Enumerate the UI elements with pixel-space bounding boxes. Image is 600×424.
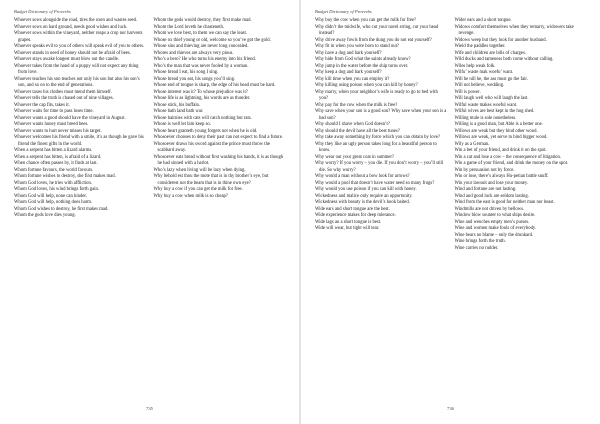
proverb-entry: Why would a man without a bow look for arrows? bbox=[315, 174, 410, 179]
proverb-entry: Wilfu’ waste mak woefu’ want. bbox=[454, 70, 514, 75]
proverb-entry: Why worry? If you worry – you die. If you don’t worry – you’ll still die. So why worry? bbox=[315, 161, 444, 173]
proverb-entry: Whose is well let him keep so. bbox=[153, 122, 211, 127]
proverb-entry: Why keep a dog and bark yourself? bbox=[315, 70, 382, 75]
proverb-entry: Widows weep but they look for another husband. bbox=[454, 37, 547, 43]
proverb-entry: Willing mule is sole nonetheless. bbox=[454, 115, 517, 121]
left-column-1 bbox=[14, 18, 146, 220]
proverb-entry: Will laugh well who will laugh the last. bbox=[454, 96, 529, 101]
proverb-entry: Why buy a cow when milk is so cheap? bbox=[153, 193, 228, 199]
proverb-entry: Whoever welcomes his friend with a smile, it’s as though he gave his friend the finest gifts in the world. bbox=[14, 135, 144, 147]
proverb-entry: Whose end of tongue is sharp, the edge of his head must be hard. bbox=[153, 83, 276, 88]
proverb-entry: Whom God loves, his wind brings forth gain. bbox=[14, 187, 100, 192]
proverb-entry: Why killing using poison when you can kill by honey? bbox=[315, 83, 418, 88]
proverb-entry: Why would you use poison if you can kill with honey. bbox=[315, 187, 417, 192]
proverb-entry: Willows are weak, yet serve to bind bigger wood. bbox=[454, 135, 548, 140]
proverb-entry: Why should I shave when God doesn’t? bbox=[315, 122, 390, 127]
proverb-entry: Wind and fortune are not lasting. bbox=[454, 187, 517, 192]
proverb-entry: Why they like an ugly person takes long for a beautiful person to know. bbox=[315, 141, 437, 153]
proverb-entry: Wild ducks and tameness both come without calling. bbox=[454, 57, 554, 62]
proverb-entry: Wine brings forth the truth. bbox=[454, 239, 506, 244]
proverb-entry: Who’s lazy when living will be lazy when dying. bbox=[153, 167, 246, 173]
proverb-entry: Whose bairnies with cats will catch nothing but rats. bbox=[153, 115, 252, 121]
page-number: 736 bbox=[447, 406, 454, 411]
proverb-entry: Whoever sows alongside the road, tires the oxen and wastes seed. bbox=[14, 18, 138, 23]
proverb-entry: Whom God will help, none can hinder. bbox=[14, 193, 87, 199]
proverb-entry: Why take away something by force which you can obtain by love? bbox=[315, 135, 441, 140]
proverb-entry: Whose life is as lightning, his words are as thunder. bbox=[153, 96, 251, 101]
proverb-entry: Why kill time when you can employ it? bbox=[315, 76, 390, 82]
proverb-entry: Whoever the cap fits, takes it. bbox=[14, 102, 70, 108]
running-head: Budget Dictionary of Proverbs bbox=[315, 9, 372, 14]
proverb-entry: Whom the Lord loveth he chasteneth. bbox=[153, 24, 225, 30]
proverb-entry: Why fit in when you were born to stand out? bbox=[315, 44, 399, 49]
proverb-entry: Wily as a German. bbox=[454, 141, 490, 147]
proverb-entry: Wide lags an a short tongue is best. bbox=[315, 219, 382, 225]
proverb-entry: Willing is a good man, but Able is a better one. bbox=[454, 122, 543, 127]
proverb-entry: Why save when your son is a good son? Why save when your son is a bad son? bbox=[315, 109, 447, 121]
right-column-1 bbox=[315, 18, 447, 252]
proverb-entry: Whores and thieves are always very pious. bbox=[153, 50, 234, 56]
proverb-entry: Wine and wenches empty men’s purses. bbox=[454, 219, 530, 225]
page-number: 735 bbox=[146, 406, 153, 411]
proverb-entry: Whoever stays awake longest must blow out the candle. bbox=[14, 57, 120, 62]
proverb-entry: Whoever sows on hard ground, needs good wishes and luck. bbox=[14, 24, 128, 30]
left-page-columns bbox=[14, 18, 285, 220]
right-page-columns bbox=[315, 18, 586, 252]
proverb-entry: Why behold est thou the mote that is in thy brother’s eye, but considerest not the beam that is in thine own eye? bbox=[153, 174, 269, 186]
proverb-entry: Whom fortune favours, the world favours. bbox=[14, 167, 94, 173]
proverb-entry: Why didn’t the midwife, who cut your navel string, cut your head instead? bbox=[315, 24, 439, 36]
proverb-entry: Wind and good luck are seldom lasting. bbox=[454, 193, 529, 199]
proverb-entry: Whosoever draws his sword against the prince must throw the scabbard away. bbox=[153, 141, 271, 153]
proverb-entry: Wider ears and a short tongue. bbox=[454, 18, 512, 23]
proverb-entry: Whoever wants to hurt never misses his target. bbox=[14, 128, 102, 134]
proverb-entry: When a serpent has bitten a lizard alarms. bbox=[14, 148, 93, 153]
proverb-entry: Why wear out your great coat in summer? bbox=[315, 154, 395, 160]
proverb-entry: Will not believe, wedding. bbox=[454, 83, 505, 88]
proverb-entry: Why should the devil have all the best tunes? bbox=[315, 128, 400, 134]
proverb-entry: Whose interest was it? To whose prejudice was it? bbox=[153, 89, 248, 95]
proverb-entry: Whom God wishes to destroy, he first makes mad. bbox=[14, 206, 109, 212]
proverb-entry: Wine and women make fools of everybody. bbox=[454, 226, 537, 231]
proverb-entry: Whom the gods would destroy, they first make mad. bbox=[153, 18, 252, 23]
proverb-entry: Whose bread I eat, his song I sing. bbox=[153, 70, 219, 75]
proverb-entry: Whoever taxes his clothes must mend them himself. bbox=[14, 89, 112, 95]
proverb-entry: Whoever waits for time to pass loses time. bbox=[14, 109, 94, 114]
proverb-entry: When chance often passes by, it finds at last. bbox=[14, 161, 98, 166]
proverb-entry: Why have a dog and bark yourself? bbox=[315, 50, 382, 56]
proverb-entry: Whom fortune wishes to destroy, she first makes mad. bbox=[14, 174, 116, 179]
proverb-entry: Whose ox thief young or old, welcome so you’ve got the gold. bbox=[153, 37, 271, 43]
proverb-entry: Wickedness with beauty is the devil’s hook baited. bbox=[315, 200, 410, 205]
proverb-entry: Win your lawsuit and lose your money. bbox=[454, 180, 529, 186]
proverb-entry: Whose heart granteth young forgets not when he is old. bbox=[153, 128, 258, 134]
running-head: Budget Dictionary of Proverbs bbox=[14, 9, 71, 14]
proverb-entry: Whoever wants a good should have the vineyard in August. bbox=[14, 115, 126, 121]
proverb-entry: Win or lose, there’s always Hu-petian battle snuff. bbox=[454, 174, 549, 179]
proverb-entry: Wine carries no rudder. bbox=[454, 245, 499, 251]
proverb-entry: Wield the paddles together. bbox=[454, 44, 506, 49]
proverb-entry: Who’s a hero? He who turns his enemy into his friend. bbox=[153, 57, 256, 62]
proverb-entry: Whom the gods love dies young. bbox=[14, 213, 76, 218]
right-column-2 bbox=[455, 18, 587, 252]
proverb-entry: Wickedness and malice only require an opportunity. bbox=[315, 193, 413, 199]
proverb-entry: Wiles help weak folk. bbox=[454, 63, 496, 69]
proverb-entry: Win by persuasion not by force. bbox=[454, 167, 515, 173]
proverb-entry: Window blow sounter to what ships desire. bbox=[454, 213, 536, 218]
proverb-entry: Widows comfort themselves when they remarry, widowers take revenge. bbox=[454, 24, 574, 36]
proverb-entry: Will is power. bbox=[454, 89, 481, 95]
proverb-entry: Whosoever chooses to deny their past can not expect to find a future. bbox=[153, 135, 284, 140]
proverb-entry: Why drive away fowls from the dung you do not eat yourself? bbox=[315, 37, 432, 43]
proverb-entry: Why would a pool that doesn’t have water need so many frogs? bbox=[315, 180, 435, 186]
proverb-entry: Why jump in the water before the ship turns over. bbox=[315, 63, 409, 69]
proverb-entry: Whoever takes from the hand of a puppy will not expect any thing from love. bbox=[14, 63, 139, 75]
proverb-entry: Wide ears and short tongue are the best. bbox=[315, 206, 390, 212]
proverb-entry: Wilful wives are best kept in the hog shed. bbox=[454, 109, 535, 114]
proverb-entry: Windmills are not driven by bellows. bbox=[454, 206, 525, 212]
proverb-entry: Whose bath land bath war. bbox=[153, 109, 204, 114]
proverb-entry: Wife and children are bills of charges. bbox=[454, 50, 526, 56]
proverb-entry: When a serpent has bitten, is afraid of a lizard. bbox=[14, 154, 102, 160]
left-column-2 bbox=[154, 18, 286, 220]
proverb-entry: Wide will wear, but tight will tear. bbox=[315, 226, 380, 231]
proverb-entry: Whose stick, his buffalo. bbox=[153, 102, 201, 108]
proverb-entry: Why buy the cow when you can get the milk for free? bbox=[315, 18, 417, 23]
proverb-entry: Will he nill he, the ass must go the fair. bbox=[454, 76, 528, 82]
proverb-entry: Wide experience makes for deep tolerance. bbox=[315, 213, 396, 218]
proverb-entry: Whoever speaks evil to you of others will speak evil of you to others. bbox=[14, 44, 145, 49]
proverb-entry: Whoever sows within the vineyard, neither reaps a crop nor harvests grapes. bbox=[14, 31, 143, 43]
proverb-entry: Win a cat and lose a cow – the consequence of litigation. bbox=[454, 154, 562, 160]
proverb-entry: Willows are weak but they bind other wood. bbox=[454, 128, 538, 134]
proverb-entry: Why hide from God what the saints already know? bbox=[315, 57, 411, 62]
proverb-entry: Whosoever eats bread without first washing his hands, it is as though he had sinned with a harlot. bbox=[153, 154, 284, 166]
proverb-entry: Whoever tells the truth is chased out of nine villages. bbox=[14, 96, 114, 101]
proverb-entry: Why pay for the cow when the milk is free? bbox=[315, 102, 398, 108]
proverb-entry: Win a bet of your friend, and drink it on the spot. bbox=[454, 148, 547, 153]
proverb-entry: Whoever wants honey must breed bees. bbox=[14, 122, 89, 127]
proverb-entry: Whoever teaches his son teaches not only his son but also his son’s son, and so on to the end of generations. bbox=[14, 76, 140, 88]
proverb-entry: Whom God loves, he tries with affliction. bbox=[14, 180, 93, 186]
proverb-entry: Why buy a cow if you can get the milk for free. bbox=[153, 187, 243, 192]
proverb-entry: Whose bread you eat, his songs you’ll sing. bbox=[153, 76, 236, 82]
right-page bbox=[301, 0, 600, 424]
proverb-entry: Wind from the east is good for neither man nor beast. bbox=[454, 200, 555, 205]
proverb-entry: Whom we love best, to them we can say the least. bbox=[153, 31, 247, 36]
left-page bbox=[0, 0, 299, 424]
proverb-entry: Why marry, when your neighbor’s wife is ready to go to bed with you? bbox=[315, 89, 438, 101]
proverb-entry: Win a game of your friend, and drink the money on the spot. bbox=[454, 161, 569, 166]
proverb-entry: Wine bears no blame – only the drunkard. bbox=[454, 232, 534, 238]
proverb-entry: Whoever stands in need of honey should not be afraid of bees. bbox=[14, 50, 131, 56]
proverb-entry: Who’s the man that was never fooled by a woman. bbox=[153, 63, 249, 69]
proverb-entry: Whom God will help, nothing does harm. bbox=[14, 200, 93, 205]
proverb-entry: Wilful waste makes woeful want. bbox=[454, 102, 518, 108]
proverb-entry: Whose sins and thieving are never long concealed. bbox=[153, 44, 249, 49]
